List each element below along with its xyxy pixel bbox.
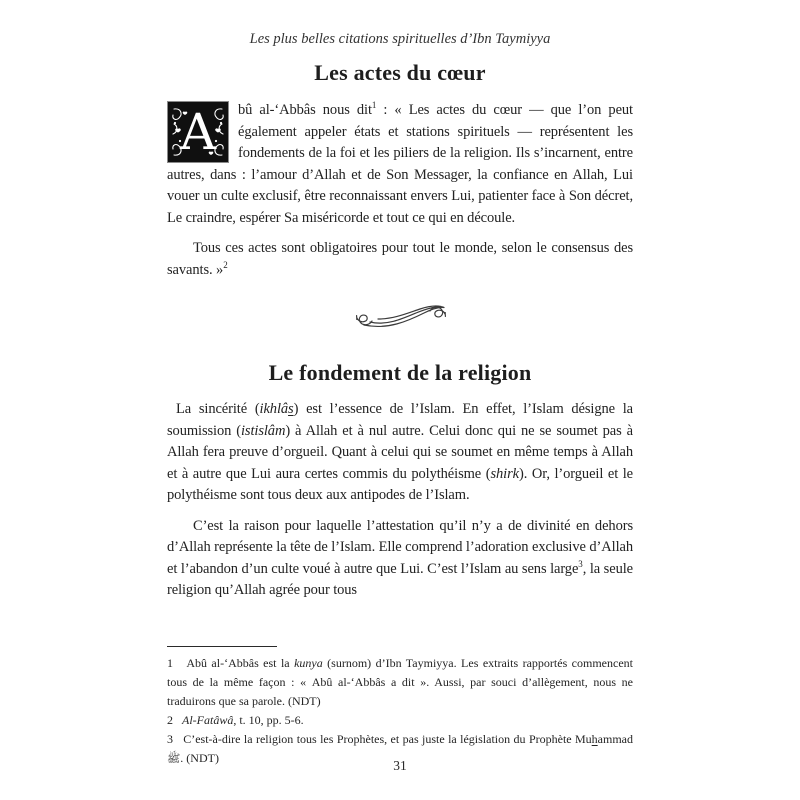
paragraph bbox=[167, 100, 633, 229]
paragraph: C’est la raison pour laquelle l’attestation qu’il n’y a de divinité en dehors d’Allah représente la tête de l’Islam. Elle comprend l’adoration exclusive d’Allah et l’abandon d’un culte voué à autre que Lui. C’est l’Islam au sens large$^3$, la seule religion qu’Allah agrée pour tous bbox=[167, 517, 633, 598]
chapter-title: Les actes du cœur bbox=[314, 60, 486, 85]
footnote-3: 3 C’est-à-dire la religion tous les Prophètes, et pas juste la législation du Prophète Muhammad ﷺ. (NDT) bbox=[167, 732, 633, 765]
paragraph: La sincérité (ikhlâs) est l’essence de l’Islam. En effet, l’Islam désigne la soumission (istislâm) à Allah et à nul autre. Celui donc qui ne se soumet pas à Allah fera preuve d’orgueil. Quant à celui qui se soumet en même temps à Allah et à autre que Lui aura certes commis du polythéisme (shirk). Or, l’orgueil et le polythéisme sont tous deux aux antipodes de l’Islam. bbox=[167, 401, 633, 503]
paragraph: Tous ces actes sont obligatoires pour tout le monde, selon le consensus des savants. »$^2$ bbox=[167, 240, 633, 278]
flourish-icon bbox=[350, 298, 450, 334]
paragraph-text: bû al-‘Abbâs nous dit$^1$ : « Les actes du cœur — que l’on peut également appeler états et stations spirituels — représentent les fondements de la foi et les piliers de la religion. Ils s’incarnent, entre autres, dans : l’amour d’Allah et de Son Messager, la confiance en Allah, Lui vouer un culte exclusif, être reconnaissant envers Lui, patienter face à Son décret, Le craindre, espérer Sa miséricorde et tout ce qui en découle. bbox=[167, 100, 633, 226]
footnote-rule bbox=[167, 646, 277, 647]
drop-cap bbox=[167, 101, 229, 163]
footnote-2: 2 Al-Fatâwâ, t. 10, pp. 5-6. bbox=[167, 713, 304, 727]
section-divider bbox=[167, 298, 633, 334]
footnote-1: 1 Abû al-‘Abbâs est la kunya (surnom) d’Ibn Taymiyya. Les extraits rapportés commencent tous de la même façon : « Abû al-‘Abbâs a dit ». Aussi, par souci d’allègement, nous ne traduirons que sa parole. (NDT) bbox=[167, 656, 633, 708]
drop-cap-letter: A bbox=[179, 103, 217, 161]
running-header: Les plus belles citations spirituelles d’Ibn Taymiyya bbox=[249, 31, 551, 47]
section-title: Le fondement de la religion bbox=[268, 360, 532, 385]
text-column bbox=[167, 0, 633, 602]
drop-cap-ornament-icon bbox=[167, 101, 229, 163]
footnotes bbox=[167, 646, 633, 768]
page-number: 31 bbox=[393, 758, 407, 773]
